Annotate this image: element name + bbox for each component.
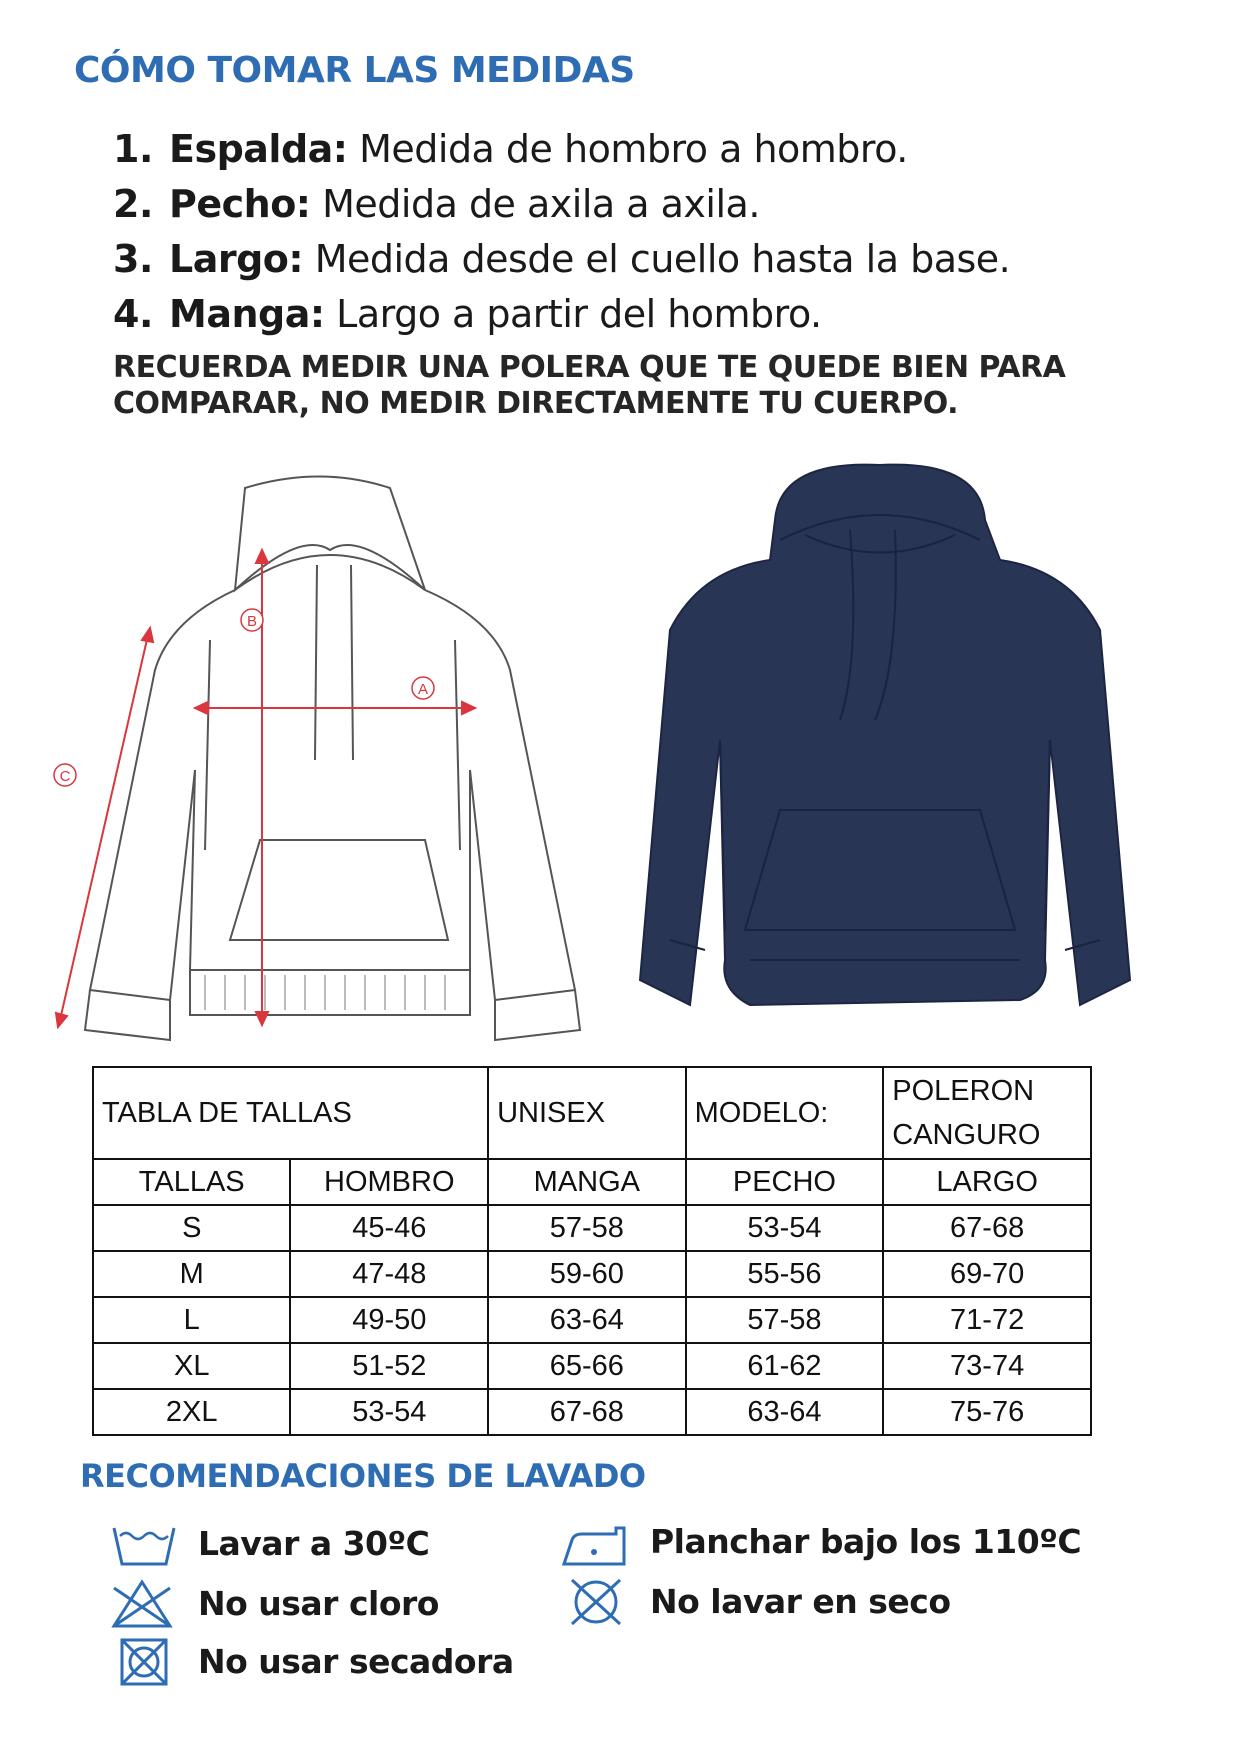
model-line: CANGURO [892, 1119, 1041, 1151]
sleeve-cell: 57-58 [488, 1205, 686, 1251]
measurement-steps [113, 122, 1010, 342]
hoodie-product-image [630, 460, 1140, 1060]
chest-cell: 63-64 [686, 1389, 884, 1435]
size-cell: L [93, 1297, 290, 1343]
shoulder-cell: 47-48 [290, 1251, 488, 1297]
table-row [93, 1343, 1091, 1389]
column-header: PECHO [686, 1159, 884, 1205]
step-desc: Largo a partir del hombro. [336, 292, 822, 336]
step-desc: Medida de axila a axila. [322, 182, 760, 226]
size-cell: S [93, 1205, 290, 1251]
step-desc: Medida de hombro a hombro. [359, 127, 908, 171]
step-term: Pecho: [169, 182, 311, 226]
sleeve-cell: 63-64 [488, 1297, 686, 1343]
note-line: RECUERDA MEDIR UNA POLERA QUE TE QUEDE BIEN PARA [113, 350, 1066, 385]
shoulder-cell: 45-46 [290, 1205, 488, 1251]
shoulder-cell: 53-54 [290, 1389, 488, 1435]
label-a: A [417, 681, 429, 698]
care-label: Lavar a 30ºC [198, 1524, 430, 1563]
chest-cell: 55-56 [686, 1251, 884, 1297]
length-cell: 67-68 [883, 1205, 1091, 1251]
chest-cell: 53-54 [686, 1205, 884, 1251]
size-cell: 2XL [93, 1389, 290, 1435]
step-term: Manga: [169, 292, 325, 336]
care-label: No lavar en seco [650, 1582, 951, 1621]
label-b: B [246, 613, 258, 630]
length-cell: 71-72 [883, 1297, 1091, 1343]
step-number: 1. [113, 127, 153, 171]
page-title: CÓMO TOMAR LAS MEDIDAS [74, 50, 635, 91]
step-term: Largo: [169, 237, 304, 281]
hoodie-measure-diagram [30, 470, 620, 1070]
column-header-row [93, 1159, 1091, 1205]
no-dry-clean-icon [562, 1576, 630, 1628]
iron-icon [560, 1518, 628, 1570]
chest-cell: 57-58 [686, 1297, 884, 1343]
no-tumble-dry-icon [110, 1636, 178, 1688]
step-item [113, 287, 1010, 342]
table-model-label: MODELO: [686, 1067, 884, 1159]
note-line: COMPARAR, NO MEDIR DIRECTAMENTE TU CUERPO. [113, 386, 959, 421]
step-number: 2. [113, 182, 153, 226]
length-cell: 69-70 [883, 1251, 1091, 1297]
model-line: POLERON [892, 1075, 1035, 1107]
table-title: TABLA DE TALLAS [93, 1067, 488, 1159]
table-row [93, 1205, 1091, 1251]
care-label: No usar secadora [198, 1642, 514, 1681]
care-label: No usar cloro [198, 1584, 439, 1623]
chest-cell: 61-62 [686, 1343, 884, 1389]
size-cell: M [93, 1251, 290, 1297]
care-label: Planchar bajo los 110ºC [650, 1522, 1082, 1561]
measure-note [113, 350, 1113, 422]
column-header: TALLAS [93, 1159, 290, 1205]
sleeve-cell: 65-66 [488, 1343, 686, 1389]
size-table-header [93, 1067, 1091, 1159]
step-item [113, 122, 1010, 177]
step-term: Espalda: [169, 127, 348, 171]
wash-section-title: RECOMENDACIONES DE LAVADO [80, 1457, 646, 1495]
shoulder-cell: 49-50 [290, 1297, 488, 1343]
table-row [93, 1251, 1091, 1297]
table-row [93, 1389, 1091, 1435]
step-desc: Medida desde el cuello hasta la base. [314, 237, 1011, 281]
table-model-name [883, 1067, 1091, 1159]
column-header: LARGO [883, 1159, 1091, 1205]
sleeve-cell: 59-60 [488, 1251, 686, 1297]
wash-30-icon [110, 1520, 178, 1572]
step-item [113, 232, 1010, 287]
label-c: C [59, 768, 71, 785]
step-number: 3. [113, 237, 153, 281]
size-cell: XL [93, 1343, 290, 1389]
no-bleach-icon [108, 1578, 176, 1630]
sleeve-cell: 67-68 [488, 1389, 686, 1435]
length-cell: 73-74 [883, 1343, 1091, 1389]
shoulder-cell: 51-52 [290, 1343, 488, 1389]
table-row [93, 1297, 1091, 1343]
column-header: HOMBRO [290, 1159, 488, 1205]
column-header: MANGA [488, 1159, 686, 1205]
size-table [92, 1066, 1092, 1436]
step-number: 4. [113, 292, 153, 336]
table-gender: UNISEX [488, 1067, 686, 1159]
length-cell: 75-76 [883, 1389, 1091, 1435]
step-item [113, 177, 1010, 232]
